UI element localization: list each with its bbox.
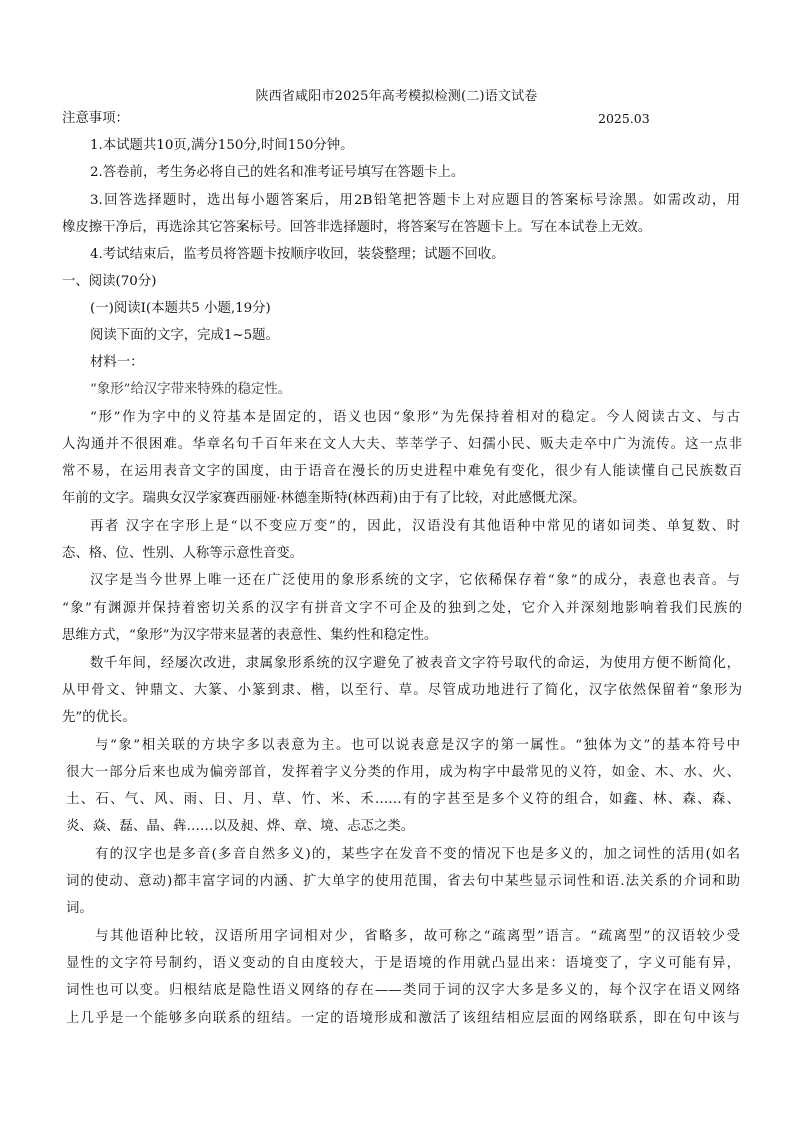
paragraph-line: 词的使动、意动)都丰富字词的内涵、扩大单字的使用范围，省去句中某些显示词性和语.法关系的介词和助 xyxy=(66,874,740,889)
reading-instruction: 阅读下面的文字，完成1~5题。 xyxy=(90,328,279,343)
note-3: 3.回答选择题时，选出每小题答案后，用2B铅笔把答题卡上对应题目的答案标号涂黑。如需改动，用 xyxy=(90,193,740,208)
paragraph-line: 与其他语种比较，汉语所用字词相对少，省略多，故可称之“疏离型”语言。“疏离型”的汉语较少受 xyxy=(95,929,740,944)
paragraph-line: 词性也可以变。归根结底是隐性语义网络的存在——类同于词的汉字大多是多义的，每个汉字在语义网络 xyxy=(66,983,740,998)
paragraph-line: 土、石、气、风、雨、日、月、草、竹、米、禾……有的字甚至是多个义符的组合，如鑫、林、森、森、 xyxy=(66,792,740,807)
subsection-heading: (一)阅读Ⅰ(本题共5 小题,19分) xyxy=(90,301,271,316)
paragraph-line: 词。 xyxy=(66,901,93,916)
paragraph-line: 态、格、位、性别、人称等示意性音变。 xyxy=(62,546,304,561)
paragraph-line: “象”有渊源并保持着密切关系的汉字有拼音文字不可企及的独到之处，它介入并深刻地影响着我们民族的 xyxy=(62,601,742,616)
paragraph-line: 先”的优长。 xyxy=(62,710,136,725)
paragraph-line: 数千年间，经屡次改进，隶属象形系统的汉字避免了被表音文字符号取代的命运，为使用方便不断简化， xyxy=(90,656,740,671)
notes-label: 注意事项： xyxy=(62,111,129,126)
paragraph-line: 从甲骨文、钟鼎文、大篆、小篆到隶、楷，以至行、草。尽管成功地进行了简化，汉字依然保留着“象形为 xyxy=(62,683,742,698)
paragraph-line: 人沟通并不很困难。华章名句千百年来在文人大夫、莘莘学子、妇孺小民、贩夫走卒中广为流传。这一点非 xyxy=(62,437,742,452)
material-label: 材料一： xyxy=(90,355,144,370)
paragraph-line: 上几乎是一个能够多向联系的纽结。一定的语境形成和激活了该纽结相应层面的网络联系，即在句中该与 xyxy=(66,1011,740,1026)
paragraph-line: 汉字是当今世界上唯一还在广泛使用的象形系统的文字，它依稀保存着“象”的成分，表意也表音。与 xyxy=(90,573,740,588)
exam-date: 2025.03 xyxy=(598,111,650,126)
paragraph-line: 有的汉字也是多音(多音自然多义)的，某些字在发音不变的情况下也是多义的，加之词性的活用(如名 xyxy=(95,847,740,862)
note-4: 4.考试结束后，监考员将答题卡按顺序收回，装袋整理；试题不回收。 xyxy=(90,247,505,262)
paragraph-line: 与“象”相关联的方块字多以表意为主。也可以说表意是汉字的第一属性。“独体为文”的基本符号中 xyxy=(95,738,740,753)
material-quote: “象形”给汉字带来特殊的稳定性。 xyxy=(90,382,292,397)
paragraph-line: 思维方式，“象形”为汉字带来显著的表意性、集约性和稳定性。 xyxy=(62,628,438,643)
paragraph-line: 年前的文字。瑞典女汉学家赛西丽娅·林德奎斯特(林西莉)由于有了比较，对此感慨尤深。 xyxy=(62,491,586,506)
paragraph-line: 再者 汉字在字形上是“以不变应万变”的，因此，汉语没有其他语种中常见的诸如词类、单复数、时 xyxy=(90,519,740,534)
section-heading: 一、阅读(70分) xyxy=(62,274,157,289)
note-3-cont: 橡皮擦干净后，再选涂其它答案标号。回答非选择题时，将答案写在答题卡上。写在本试卷上无效。 xyxy=(62,220,652,235)
document-title: 陕西省咸阳市2025年高考模拟检测(二)语文试卷 xyxy=(255,89,538,104)
paragraph-line: “形”作为字中的义符基本是固定的，语义也因“象形”为先保持着相对的稳定。今人阅读古文、与古 xyxy=(90,410,740,425)
paragraph-line: 常不易，在运用表音文字的国度，由于语音在漫长的历史进程中难免有变化，很少有人能读懂自己民族数百 xyxy=(62,464,742,479)
paragraph-line: 炎、焱、磊、晶、犇……以及昶、烨、章、境、忐忑之类。 xyxy=(66,819,415,834)
note-1: 1.本试题共10页,满分150分,时间150分钟。 xyxy=(90,138,354,153)
paragraph-line: 显性的文字符号制约，语义变动的自由度较大，于是语境的作用就凸显出来：语境变了，字义可能有异， xyxy=(66,956,740,971)
note-2: 2.答卷前，考生务必将自己的姓名和准考证号填写在答题卡上。 xyxy=(90,165,465,180)
paragraph-line: 很大一部分后来也成为偏旁部首，发挥着字义分类的作用，成为构字中最常见的义符，如金、木、水、火、 xyxy=(66,765,740,780)
